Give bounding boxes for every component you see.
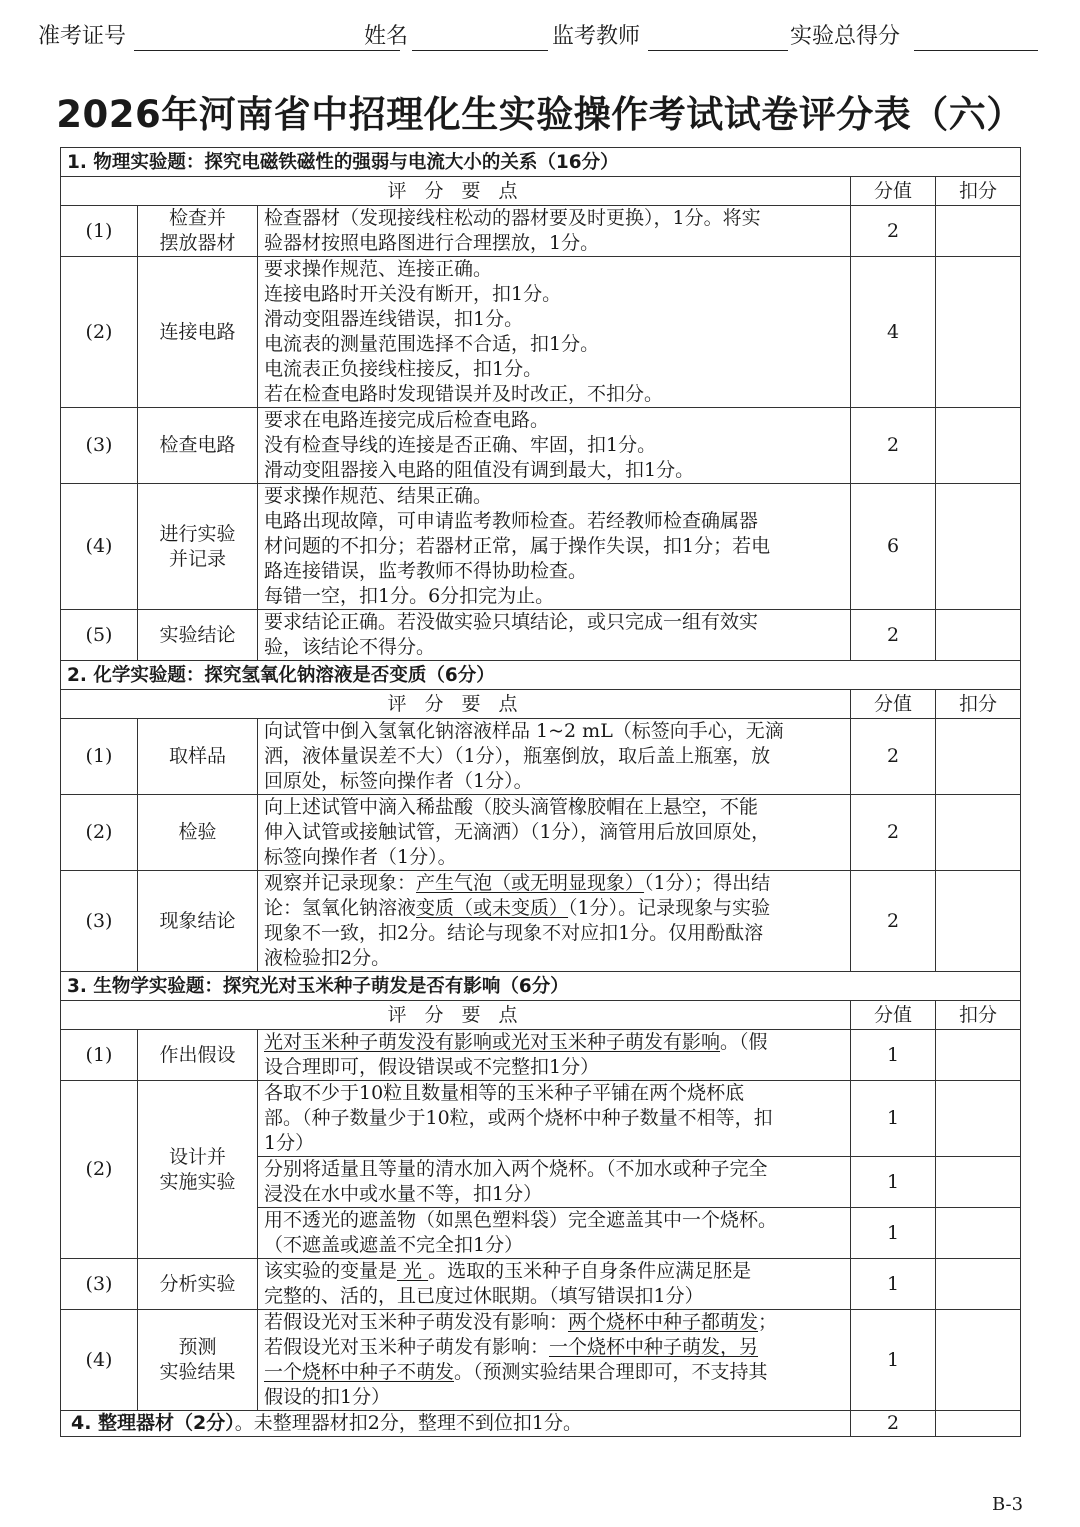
item-number: (3) bbox=[61, 1259, 138, 1310]
criteria-text bbox=[258, 871, 851, 972]
deduction-cell[interactable] bbox=[936, 257, 1021, 408]
criteria-text bbox=[258, 257, 851, 408]
category-line: 作出假设 bbox=[159, 1043, 236, 1066]
item-number: (1) bbox=[61, 1030, 138, 1081]
criteria-row bbox=[61, 408, 1021, 484]
category-line: 取样品 bbox=[168, 745, 226, 767]
final-row bbox=[61, 1411, 1021, 1437]
criteria-line: 现象不一致，扣2分。结论与现象不对应扣1分。仅用酚酞溶 bbox=[264, 922, 764, 944]
item-category bbox=[138, 1030, 258, 1081]
score-value: 4 bbox=[851, 257, 936, 408]
criteria-line: 完整的、活的，且已度过休眠期。（填写错误扣1分） bbox=[264, 1285, 704, 1307]
criteria-line: 滑动变阻器接入电路的阻值没有调到最大，扣1分。 bbox=[264, 459, 695, 481]
criteria-text bbox=[258, 1310, 851, 1411]
criteria-line: 向试管中倒入氢氧化钠溶液样品 1~2 mL（标签向手心，无滴 bbox=[264, 720, 784, 742]
item-number: (2) bbox=[61, 1081, 138, 1259]
column-header-row bbox=[61, 1001, 1021, 1030]
total-score-field[interactable] bbox=[914, 50, 1038, 51]
criteria-line: 回原处，标签向操作者（1分）。 bbox=[264, 770, 533, 792]
deduction-cell[interactable] bbox=[936, 719, 1021, 795]
criteria-line: 没有检查导线的连接是否正确、牢固，扣1分。 bbox=[264, 434, 657, 456]
exam-id-label: 准考证号 bbox=[38, 24, 127, 49]
section-title-row bbox=[61, 972, 1021, 1001]
deduction-header: 扣分 bbox=[936, 1001, 1021, 1030]
scoring-table bbox=[60, 147, 1021, 1437]
score-value: 6 bbox=[851, 484, 936, 610]
criteria-text bbox=[258, 1259, 851, 1310]
deduction-cell[interactable] bbox=[936, 1208, 1021, 1259]
criteria-line: 向上述试管中滴入稀盐酸（胶头滴管橡胶帽在上悬空，不能 bbox=[264, 796, 759, 818]
item-category bbox=[138, 610, 258, 661]
item-number: (3) bbox=[61, 871, 138, 972]
column-header-row bbox=[61, 690, 1021, 719]
item-number: (2) bbox=[61, 257, 138, 408]
section-title: 3. 生物学实验题：探究光对玉米种子萌发是否有影响（6分） bbox=[61, 972, 1021, 1001]
item-number: (4) bbox=[61, 484, 138, 610]
criteria-line: 电路出现故障，可申请监考教师检查。若经教师检查确属器 bbox=[264, 510, 759, 532]
score-value: 2 bbox=[851, 795, 936, 871]
item-category bbox=[138, 484, 258, 610]
underlined-answer: 两个烧杯中种子都萌发 bbox=[568, 1311, 759, 1333]
item-category bbox=[138, 206, 258, 257]
item-number: (1) bbox=[61, 719, 138, 795]
deduction-cell[interactable] bbox=[936, 871, 1021, 972]
deduction-cell[interactable] bbox=[936, 1259, 1021, 1310]
criteria-text bbox=[258, 1208, 851, 1259]
criteria-row bbox=[61, 1081, 1021, 1157]
category-line: 并记录 bbox=[168, 547, 226, 570]
criteria-line: 验器材按照电路图进行合理摆放，1分。 bbox=[264, 232, 600, 254]
section-title: 2. 化学实验题：探究氢氧化钠溶液是否变质（6分） bbox=[61, 661, 1021, 690]
name-field[interactable] bbox=[412, 50, 548, 51]
criteria-line: 连接电路时开关没有断开，扣1分。 bbox=[264, 283, 562, 305]
criteria-text bbox=[258, 206, 851, 257]
category-line: 连接电路 bbox=[159, 320, 236, 343]
points-value-header: 分值 bbox=[851, 1001, 936, 1030]
score-value: 1 bbox=[851, 1030, 936, 1081]
item-number: (4) bbox=[61, 1310, 138, 1411]
criteria-line: 设合理即可，假设错误或不完整扣1分） bbox=[264, 1056, 600, 1078]
scoring-points-header: 评 分 要 点 bbox=[61, 1001, 851, 1030]
item-category bbox=[138, 795, 258, 871]
total-score-label: 实验总得分 bbox=[790, 24, 901, 49]
category-line: 设计并 bbox=[168, 1145, 226, 1168]
criteria-line: 要求在电路连接完成后检查电路。 bbox=[264, 409, 550, 431]
score-value: 2 bbox=[851, 206, 936, 257]
criteria-line: 一个烧杯中种子不萌发。（预测实验结果合理即可，不支持其 bbox=[264, 1361, 768, 1383]
points-value-header: 分值 bbox=[851, 177, 936, 206]
criteria-line: 验，该结论不得分。 bbox=[264, 636, 436, 658]
scoring-points-header: 评 分 要 点 bbox=[61, 690, 851, 719]
item-category bbox=[138, 257, 258, 408]
item-category bbox=[138, 1310, 258, 1411]
item-number: (1) bbox=[61, 206, 138, 257]
deduction-cell[interactable] bbox=[936, 1157, 1021, 1208]
item-number: (3) bbox=[61, 408, 138, 484]
underlined-answer: 光 bbox=[397, 1260, 429, 1282]
criteria-line: 要求结论正确。若没做实验只填结论，或只完成一组有效实 bbox=[264, 611, 759, 633]
criteria-line: 假设的扣1分） bbox=[264, 1386, 391, 1408]
category-line: 检验 bbox=[178, 821, 217, 843]
criteria-line: 浸没在水中或水量不等，扣1分） bbox=[264, 1183, 543, 1205]
criteria-line: 要求操作规范、连接正确。 bbox=[264, 258, 493, 280]
section-title-row bbox=[61, 148, 1021, 177]
column-header-row bbox=[61, 177, 1021, 206]
criteria-row bbox=[61, 1259, 1021, 1310]
score-value: 1 bbox=[851, 1310, 936, 1411]
criteria-row bbox=[61, 484, 1021, 610]
criteria-line: 检查器材（发现接线柱松动的器材要及时更换），1分。将实 bbox=[264, 207, 761, 229]
final-title: 4. 整理器材（2分） bbox=[71, 1412, 235, 1434]
criteria-text bbox=[258, 408, 851, 484]
page-number: B-3 bbox=[992, 1494, 1024, 1515]
score-value: 1 bbox=[851, 1208, 936, 1259]
criteria-line: 材问题的不扣分；若器材正常，属于操作失误，扣1分；若电 bbox=[264, 535, 771, 557]
item-category bbox=[138, 719, 258, 795]
criteria-row bbox=[61, 610, 1021, 661]
criteria-line: 要求操作规范、结果正确。 bbox=[264, 485, 493, 507]
criteria-line: 电流表的测量范围选择不合适，扣1分。 bbox=[264, 333, 600, 355]
criteria-row bbox=[61, 1030, 1021, 1081]
criteria-line: 各取不少于10粒且数量相等的玉米种子平铺在两个烧杯底 bbox=[264, 1082, 745, 1104]
final-text: 。未整理器材扣2分，整理不到位扣1分。 bbox=[234, 1412, 582, 1434]
score-value: 2 bbox=[851, 719, 936, 795]
criteria-line: （不遮盖或遮盖不完全扣1分） bbox=[264, 1234, 524, 1256]
underlined-answer: 一个烧杯中种子不萌发 bbox=[264, 1361, 455, 1383]
deduction-cell[interactable] bbox=[936, 1411, 1021, 1437]
criteria-row bbox=[61, 206, 1021, 257]
criteria-line: 若假设光对玉米种子萌发有影响：一个烧杯中种子萌发，另 bbox=[264, 1336, 759, 1358]
underlined-answer: 变质（或未变质） bbox=[416, 897, 569, 919]
criteria-line: 滑动变阻器连线错误，扣1分。 bbox=[264, 308, 524, 330]
proctor-field[interactable] bbox=[648, 50, 788, 51]
criteria-line: 光对玉米种子萌发没有影响或光对玉米种子萌发有影响。（假 bbox=[264, 1031, 768, 1053]
criteria-line: 洒，液体量误差不大）（1分），瓶塞倒放，取后盖上瓶塞，放 bbox=[264, 745, 771, 767]
category-line: 分析实验 bbox=[159, 1272, 236, 1295]
item-category bbox=[138, 1259, 258, 1310]
category-line: 进行实验 bbox=[159, 522, 236, 545]
criteria-text bbox=[258, 1157, 851, 1208]
criteria-row bbox=[61, 795, 1021, 871]
criteria-line: 论：氢氧化钠溶液变质（或未变质）（1分）。记录现象与实验 bbox=[264, 897, 771, 919]
deduction-header: 扣分 bbox=[936, 690, 1021, 719]
criteria-line: 若假设光对玉米种子萌发没有影响：两个烧杯中种子都萌发； bbox=[264, 1311, 778, 1333]
score-value: 1 bbox=[851, 1157, 936, 1208]
score-value: 2 bbox=[851, 871, 936, 972]
criteria-line: 电流表正负接线柱接反，扣1分。 bbox=[264, 358, 543, 380]
deduction-cell[interactable] bbox=[936, 610, 1021, 661]
underlined-answer: 一个烧杯中种子萌发，另 bbox=[549, 1336, 759, 1358]
item-category bbox=[138, 871, 258, 972]
deduction-cell[interactable] bbox=[936, 1030, 1021, 1081]
deduction-header: 扣分 bbox=[936, 177, 1021, 206]
deduction-cell[interactable] bbox=[936, 1310, 1021, 1411]
score-value: 1 bbox=[851, 1081, 936, 1157]
deduction-cell[interactable] bbox=[936, 795, 1021, 871]
criteria-line: 部。（种子数量少于10粒，或两个烧杯中种子数量不相等，扣 bbox=[264, 1107, 773, 1129]
criteria-text bbox=[258, 795, 851, 871]
category-line: 实验结果 bbox=[159, 1361, 236, 1383]
item-number: (5) bbox=[61, 610, 138, 661]
category-line: 现象结论 bbox=[159, 909, 236, 932]
deduction-cell[interactable] bbox=[936, 1081, 1021, 1157]
score-value: 2 bbox=[851, 408, 936, 484]
category-line: 检查电路 bbox=[159, 434, 236, 456]
category-line: 摆放器材 bbox=[159, 232, 236, 254]
criteria-line: 用不透光的遮盖物（如黑色塑料袋）完全遮盖其中一个烧杯。 bbox=[264, 1209, 778, 1231]
exam-id-field[interactable] bbox=[134, 50, 400, 51]
criteria-row bbox=[61, 257, 1021, 408]
points-value-header: 分值 bbox=[851, 690, 936, 719]
criteria-line: 伸入试管或接触试管，无滴洒）（1分），滴管用后放回原处， bbox=[264, 821, 771, 843]
score-value: 1 bbox=[851, 1259, 936, 1310]
item-number: (2) bbox=[61, 795, 138, 871]
category-line: 检查并 bbox=[168, 207, 226, 229]
score-value: 2 bbox=[851, 610, 936, 661]
criteria-text bbox=[258, 610, 851, 661]
criteria-text bbox=[258, 1081, 851, 1157]
section-title: 1. 物理实验题：探究电磁铁磁性的强弱与电流大小的关系（16分） bbox=[61, 148, 1021, 177]
criteria-line: 1分） bbox=[264, 1132, 315, 1154]
criteria-row bbox=[61, 719, 1021, 795]
proctor-label: 监考教师 bbox=[552, 24, 641, 49]
page-title: 2026年河南省中招理化生实验操作考试试卷评分表（六） bbox=[56, 93, 1024, 136]
criteria-row bbox=[61, 871, 1021, 972]
final-criteria bbox=[61, 1411, 851, 1437]
criteria-line: 标签向操作者（1分）。 bbox=[264, 846, 457, 868]
criteria-line: 路连接错误，监考教师不得协助检查。 bbox=[264, 560, 588, 582]
criteria-line: 液检验扣2分。 bbox=[264, 947, 391, 969]
underlined-answer: 产生气泡（或无明显现象） bbox=[416, 872, 645, 894]
section-title-row bbox=[61, 661, 1021, 690]
category-line: 预测 bbox=[178, 1336, 217, 1358]
score-value: 2 bbox=[851, 1411, 936, 1437]
item-category bbox=[138, 408, 258, 484]
category-line: 实验结论 bbox=[159, 623, 236, 646]
criteria-text bbox=[258, 1030, 851, 1081]
criteria-text bbox=[258, 484, 851, 610]
deduction-cell[interactable] bbox=[936, 484, 1021, 610]
criteria-line: 每错一空，扣1分。6分扣完为止。 bbox=[264, 585, 555, 607]
criteria-line: 若在检查电路时发现错误并及时改正，不扣分。 bbox=[264, 383, 664, 405]
deduction-cell[interactable] bbox=[936, 408, 1021, 484]
underlined-answer: 光对玉米种子萌发没有影响或光对玉米种子萌发有影响 bbox=[264, 1031, 721, 1053]
deduction-cell[interactable] bbox=[936, 206, 1021, 257]
criteria-text bbox=[258, 719, 851, 795]
category-line: 实施实验 bbox=[159, 1170, 236, 1193]
criteria-line: 观察并记录现象：产生气泡（或无明显现象）（1分）；得出结 bbox=[264, 872, 771, 894]
candidate-info-line bbox=[38, 22, 1038, 52]
criteria-line: 该实验的变量是 光 。选取的玉米种子自身条件应满足胚是 bbox=[264, 1260, 752, 1282]
criteria-line: 分别将适量且等量的清水加入两个烧杯。（不加水或种子完全 bbox=[264, 1158, 768, 1180]
name-label: 姓名 bbox=[364, 24, 409, 49]
criteria-row bbox=[61, 1310, 1021, 1411]
item-category bbox=[138, 1081, 258, 1259]
scoring-points-header: 评 分 要 点 bbox=[61, 177, 851, 206]
